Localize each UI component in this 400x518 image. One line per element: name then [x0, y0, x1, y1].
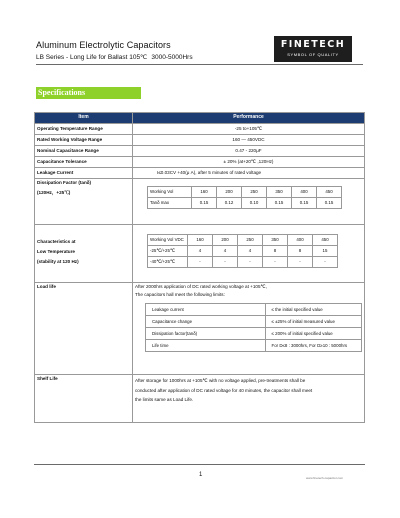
- voltage-cell: 400: [288, 235, 313, 246]
- voltage-cell: 160: [192, 187, 217, 198]
- item-label: Shelf Life: [35, 375, 133, 423]
- table-row-dissipation: [35, 179, 365, 225]
- item-label: Nominal Capacitance Range: [35, 146, 133, 157]
- voltage-cell: 350: [263, 235, 288, 246]
- tan-cell: 0.15: [267, 198, 292, 209]
- logo-name: FINETECH: [280, 39, 346, 50]
- footer-note: www.finetech-capacitor.com: [306, 476, 344, 480]
- item-value: I≤0.03CV +40(μ A), after 5 minutes of rated voltage: [133, 168, 365, 179]
- voltage-cell: 350: [267, 187, 292, 198]
- tan-cell: 0.15: [317, 198, 342, 209]
- shelf-life-line: conducted after application of DC rated voltage for 40 minutes, the capacitor shall meet: [135, 387, 313, 393]
- ratio-cell: 8: [263, 246, 288, 257]
- item-label-line: (stability at 120 Hz): [37, 258, 79, 264]
- ratio-cell: 15: [313, 246, 338, 257]
- voltage-cell: 160: [188, 235, 213, 246]
- item-label-line: Low Temperature: [37, 248, 75, 254]
- load-life-line: After 2000hrs application of DC rated working voltage at +105℃,: [135, 284, 267, 289]
- item-value: [133, 225, 365, 283]
- row-label: Working Vol VDC: [148, 235, 188, 246]
- limit-row: [146, 303, 362, 315]
- voltage-cell: 400: [292, 187, 317, 198]
- life-rating: 3000-5000Hrs: [151, 54, 193, 61]
- item-value: -25 to+105℃: [133, 124, 365, 135]
- limit-label: Dissipation factor(tanδ): [146, 327, 266, 339]
- ratio-cell: -: [313, 257, 338, 268]
- ratio-cell: 4: [213, 246, 238, 257]
- table-header-row: [35, 113, 365, 124]
- ratio-cell: -: [263, 257, 288, 268]
- table-row-load-life: [35, 283, 365, 375]
- table-row-shelf-life: [35, 375, 365, 423]
- table-row: [35, 157, 365, 168]
- table-row-low-temp: [35, 225, 365, 283]
- limit-value: For D≤8 : 3000hrs, For D≥10 : 5000hrs: [265, 339, 361, 351]
- ratio-cell: 4: [238, 246, 263, 257]
- document-subtitle: [36, 53, 193, 61]
- header-divider: [36, 64, 363, 65]
- item-value: [133, 179, 365, 225]
- ratio-cell: 4: [188, 246, 213, 257]
- table-row: [35, 124, 365, 135]
- row-label: -40℃/+25℃: [148, 257, 188, 268]
- dissipation-voltage-row: [148, 187, 342, 198]
- limit-value: ≤ the initial specified value: [265, 303, 361, 315]
- section-title: Specifications: [36, 87, 141, 99]
- logo-tagline: SYMBOL OF QUALITY: [287, 52, 339, 57]
- lowtemp-40-row: [148, 257, 338, 268]
- footer-divider: [34, 464, 365, 465]
- voltage-cell: 200: [213, 235, 238, 246]
- header-performance: Performance: [133, 113, 365, 124]
- item-label-line: Dissipation Factor (tanδ): [37, 180, 92, 185]
- table-row: [35, 135, 365, 146]
- item-value: ± 20% (at+20℃ ,120Hz): [133, 157, 365, 168]
- ratio-cell: -: [238, 257, 263, 268]
- tan-cell: 0.15: [192, 198, 217, 209]
- item-label: [35, 179, 133, 225]
- header-item: Item: [35, 113, 133, 124]
- row-label: Working Vol: [148, 187, 192, 198]
- tan-cell: 0.12: [217, 198, 242, 209]
- load-life-limits-table: [145, 303, 362, 352]
- limit-label: Capacitance change: [146, 315, 266, 327]
- item-value: [133, 375, 365, 423]
- low-temperature-table: [147, 234, 338, 268]
- voltage-cell: 200: [217, 187, 242, 198]
- limit-label: Leakage current: [146, 303, 266, 315]
- table-row: [35, 168, 365, 179]
- row-label: -25℃/+25℃: [148, 246, 188, 257]
- item-label: Rated Working Voltage Range: [35, 135, 133, 146]
- lowtemp-voltage-row: [148, 235, 338, 246]
- voltage-cell: 250: [238, 235, 263, 246]
- item-value: 160 — 450VDC: [133, 135, 365, 146]
- limit-label: Life time: [146, 339, 266, 351]
- shelf-life-line: the limits same as Load Life.: [135, 397, 194, 403]
- ratio-cell: -: [213, 257, 238, 268]
- dissipation-table: [147, 186, 342, 209]
- item-label: Leakage Current: [35, 168, 133, 179]
- ratio-cell: -: [188, 257, 213, 268]
- dissipation-tan-row: [148, 198, 342, 209]
- item-value: [133, 283, 365, 375]
- shelf-life-line: After storage for 1000hrs at +105℃ with no voltage applied, pre-treatments shall be: [135, 378, 306, 383]
- voltage-cell: 450: [317, 187, 342, 198]
- tan-cell: 0.15: [292, 198, 317, 209]
- item-label-line: (120Hz，+25℃): [37, 189, 71, 195]
- ratio-cell: 8: [288, 246, 313, 257]
- row-label: Tanδ max: [148, 198, 192, 209]
- limit-value: ≤ 200% of initial specified value: [265, 327, 361, 339]
- limit-row: [146, 315, 362, 327]
- limit-row: [146, 327, 362, 339]
- document-title: Aluminum Electrolytic Capacitors: [36, 40, 171, 50]
- specifications-table: [34, 112, 365, 423]
- item-label-line: Characteristics at: [37, 239, 76, 244]
- lowtemp-25-row: [148, 246, 338, 257]
- item-label: [35, 225, 133, 283]
- item-label: Load life: [35, 283, 133, 375]
- item-label: Capacitance Tolerance: [35, 157, 133, 168]
- voltage-cell: 450: [313, 235, 338, 246]
- company-logo: [274, 36, 352, 62]
- series-name: LB Series - Long Life for Ballast 105℃: [36, 54, 148, 61]
- tan-cell: 0.10: [242, 198, 267, 209]
- ratio-cell: -: [288, 257, 313, 268]
- load-life-line: The capacitors hall meet the following limits:: [135, 291, 225, 297]
- limit-row: [146, 339, 362, 351]
- page-number: 1: [199, 472, 203, 478]
- table-row: [35, 146, 365, 157]
- voltage-cell: 250: [242, 187, 267, 198]
- item-label: Operating Temperature Range: [35, 124, 133, 135]
- item-value: 0.47 - 220μF: [133, 146, 365, 157]
- limit-value: ≤ ±25% of initial measured value: [265, 315, 361, 327]
